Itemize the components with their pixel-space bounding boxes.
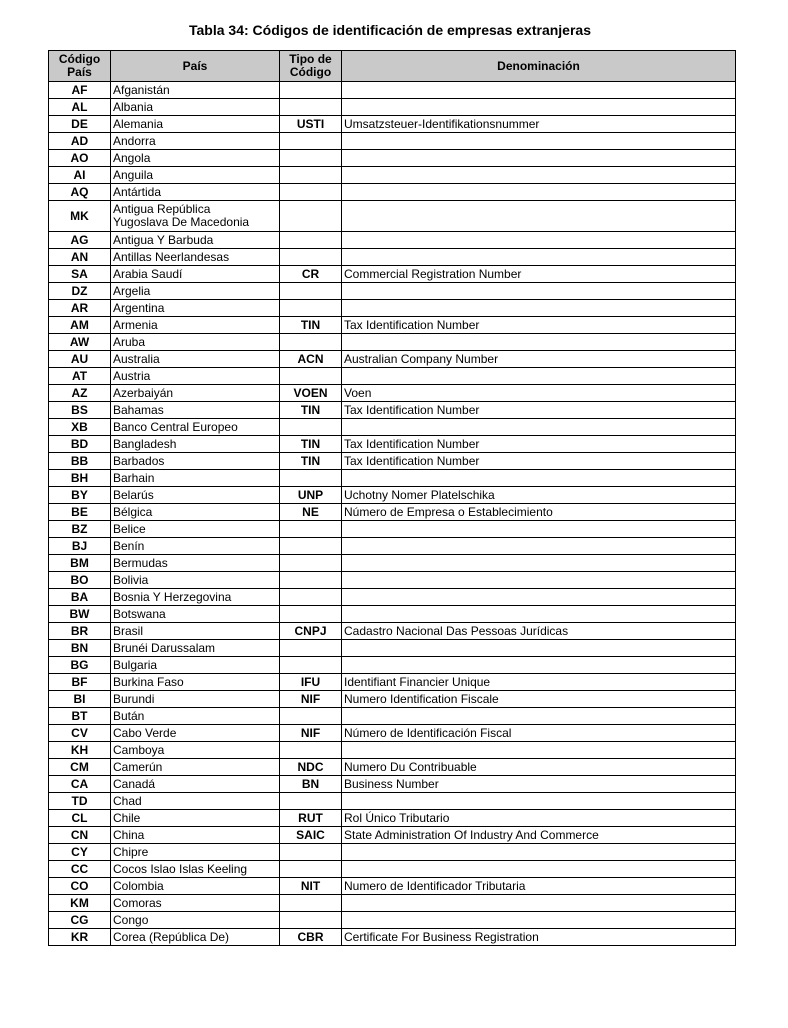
cell-denominacion — [342, 793, 736, 810]
table-row — [49, 555, 736, 572]
cell-codigo-pais: BM — [49, 555, 111, 572]
table-row — [49, 266, 736, 283]
table-row — [49, 334, 736, 351]
table-row — [49, 283, 736, 300]
cell-denominacion: Certificate For Business Registration — [342, 929, 736, 946]
cell-codigo-pais: CG — [49, 912, 111, 929]
cell-tipo-codigo — [280, 334, 342, 351]
cell-pais: Chipre — [111, 844, 280, 861]
cell-tipo-codigo — [280, 368, 342, 385]
cell-denominacion: Commercial Registration Number — [342, 266, 736, 283]
cell-codigo-pais: MK — [49, 201, 111, 232]
table-row — [49, 201, 736, 232]
cell-pais: Alemania — [111, 116, 280, 133]
cell-tipo-codigo — [280, 249, 342, 266]
cell-codigo-pais: XB — [49, 419, 111, 436]
table-row — [49, 912, 736, 929]
cell-tipo-codigo — [280, 793, 342, 810]
cell-pais: Austria — [111, 368, 280, 385]
cell-pais: Antillas Neerlandesas — [111, 249, 280, 266]
cell-codigo-pais: BH — [49, 470, 111, 487]
cell-denominacion: Australian Company Number — [342, 351, 736, 368]
cell-pais: Bélgica — [111, 504, 280, 521]
table-row — [49, 487, 736, 504]
cell-codigo-pais: BZ — [49, 521, 111, 538]
table-row — [49, 82, 736, 99]
cell-pais: Bulgaria — [111, 657, 280, 674]
cell-pais: Angola — [111, 150, 280, 167]
cell-tipo-codigo — [280, 99, 342, 116]
cell-denominacion — [342, 82, 736, 99]
table-row — [49, 232, 736, 249]
cell-denominacion: Business Number — [342, 776, 736, 793]
cell-denominacion — [342, 232, 736, 249]
header-row — [49, 51, 736, 82]
cell-denominacion — [342, 861, 736, 878]
cell-tipo-codigo — [280, 895, 342, 912]
cell-codigo-pais: CM — [49, 759, 111, 776]
cell-codigo-pais: CN — [49, 827, 111, 844]
cell-codigo-pais: AR — [49, 300, 111, 317]
cell-tipo-codigo: TIN — [280, 317, 342, 334]
cell-denominacion: Rol Único Tributario — [342, 810, 736, 827]
table-row — [49, 878, 736, 895]
cell-codigo-pais: BR — [49, 623, 111, 640]
cell-denominacion — [342, 184, 736, 201]
cell-pais: Congo — [111, 912, 280, 929]
cell-denominacion — [342, 657, 736, 674]
cell-denominacion — [342, 844, 736, 861]
table-row — [49, 351, 736, 368]
cell-pais: Comoras — [111, 895, 280, 912]
cell-denominacion — [342, 742, 736, 759]
cell-tipo-codigo: TIN — [280, 436, 342, 453]
table-row — [49, 606, 736, 623]
cell-denominacion — [342, 521, 736, 538]
cell-denominacion: Tax Identification Number — [342, 402, 736, 419]
cell-denominacion: Tax Identification Number — [342, 453, 736, 470]
cell-codigo-pais: BI — [49, 691, 111, 708]
table-row — [49, 116, 736, 133]
cell-pais-line1: Antigua República — [113, 202, 211, 216]
cell-denominacion: Numero de Identificador Tributaria — [342, 878, 736, 895]
cell-codigo-pais: AU — [49, 351, 111, 368]
cell-denominacion — [342, 368, 736, 385]
table-row — [49, 691, 736, 708]
cell-tipo-codigo — [280, 470, 342, 487]
cell-pais: China — [111, 827, 280, 844]
cell-tipo-codigo — [280, 419, 342, 436]
header-tipo-codigo — [280, 51, 342, 82]
table-row — [49, 759, 736, 776]
cell-codigo-pais: AG — [49, 232, 111, 249]
cell-tipo-codigo — [280, 538, 342, 555]
table-row — [49, 827, 736, 844]
table-row — [49, 419, 736, 436]
header-codigo-line1: Código — [58, 52, 101, 66]
cell-denominacion: Cadastro Nacional Das Pessoas Jurídicas — [342, 623, 736, 640]
cell-tipo-codigo — [280, 201, 342, 232]
table-row — [49, 895, 736, 912]
cell-codigo-pais: AO — [49, 150, 111, 167]
cell-codigo-pais: AD — [49, 133, 111, 150]
table-row — [49, 572, 736, 589]
table-row — [49, 470, 736, 487]
cell-denominacion: Tax Identification Number — [342, 436, 736, 453]
cell-denominacion — [342, 99, 736, 116]
table-row — [49, 861, 736, 878]
cell-pais: Colombia — [111, 878, 280, 895]
cell-codigo-pais: AL — [49, 99, 111, 116]
cell-pais: Bolivia — [111, 572, 280, 589]
cell-denominacion: Numero Identification Fiscale — [342, 691, 736, 708]
cell-denominacion — [342, 912, 736, 929]
cell-pais: Cabo Verde — [111, 725, 280, 742]
cell-codigo-pais: AM — [49, 317, 111, 334]
cell-codigo-pais: SA — [49, 266, 111, 283]
cell-codigo-pais: BD — [49, 436, 111, 453]
cell-pais: Camerún — [111, 759, 280, 776]
cell-denominacion: Número de Empresa o Establecimiento — [342, 504, 736, 521]
header-tipo-line1: Tipo de — [289, 52, 332, 66]
cell-pais: Aruba — [111, 334, 280, 351]
cell-pais: Belarús — [111, 487, 280, 504]
cell-denominacion — [342, 150, 736, 167]
table-body — [49, 82, 736, 946]
cell-denominacion — [342, 895, 736, 912]
cell-denominacion: Identifiant Financier Unique — [342, 674, 736, 691]
table-row — [49, 521, 736, 538]
cell-tipo-codigo — [280, 742, 342, 759]
cell-denominacion — [342, 606, 736, 623]
table-row — [49, 368, 736, 385]
cell-denominacion — [342, 572, 736, 589]
table-row — [49, 929, 736, 946]
cell-codigo-pais: CA — [49, 776, 111, 793]
cell-codigo-pais: BA — [49, 589, 111, 606]
cell-codigo-pais: KM — [49, 895, 111, 912]
cell-tipo-codigo — [280, 82, 342, 99]
cell-pais: Armenia — [111, 317, 280, 334]
cell-pais: Barhain — [111, 470, 280, 487]
cell-denominacion — [342, 708, 736, 725]
cell-codigo-pais: BY — [49, 487, 111, 504]
cell-tipo-codigo: CR — [280, 266, 342, 283]
cell-tipo-codigo: NIT — [280, 878, 342, 895]
cell-tipo-codigo — [280, 167, 342, 184]
page-title: Tabla 34: Códigos de identificación de empresas extranjeras — [189, 22, 591, 38]
table-row — [49, 436, 736, 453]
cell-denominacion — [342, 300, 736, 317]
cell-tipo-codigo: ACN — [280, 351, 342, 368]
cell-pais — [111, 201, 280, 232]
codes-table — [48, 50, 736, 946]
cell-pais: Burkina Faso — [111, 674, 280, 691]
cell-tipo-codigo — [280, 640, 342, 657]
cell-pais: Bermudas — [111, 555, 280, 572]
cell-pais: Argentina — [111, 300, 280, 317]
cell-denominacion: Número de Identificación Fiscal — [342, 725, 736, 742]
header-codigo-line2: País — [67, 65, 92, 79]
cell-codigo-pais: AF — [49, 82, 111, 99]
cell-codigo-pais: BO — [49, 572, 111, 589]
table-row — [49, 317, 736, 334]
cell-codigo-pais: BT — [49, 708, 111, 725]
cell-pais: Afganistán — [111, 82, 280, 99]
table-row — [49, 793, 736, 810]
cell-codigo-pais: CV — [49, 725, 111, 742]
cell-denominacion — [342, 419, 736, 436]
table-row — [49, 674, 736, 691]
cell-pais: Andorra — [111, 133, 280, 150]
cell-tipo-codigo: TIN — [280, 453, 342, 470]
cell-tipo-codigo: BN — [280, 776, 342, 793]
cell-pais: Albania — [111, 99, 280, 116]
cell-pais: Canadá — [111, 776, 280, 793]
cell-denominacion — [342, 201, 736, 232]
cell-codigo-pais: TD — [49, 793, 111, 810]
cell-tipo-codigo: NE — [280, 504, 342, 521]
cell-tipo-codigo: UNP — [280, 487, 342, 504]
cell-codigo-pais: BG — [49, 657, 111, 674]
cell-pais: Chad — [111, 793, 280, 810]
cell-pais: Banco Central Europeo — [111, 419, 280, 436]
cell-pais: Camboya — [111, 742, 280, 759]
cell-tipo-codigo — [280, 300, 342, 317]
cell-codigo-pais: BJ — [49, 538, 111, 555]
cell-codigo-pais: AQ — [49, 184, 111, 201]
header-pais: País — [111, 51, 280, 82]
cell-tipo-codigo: TIN — [280, 402, 342, 419]
table-row — [49, 657, 736, 674]
cell-tipo-codigo — [280, 283, 342, 300]
cell-pais-line2: Yugoslava De Macedonia — [113, 215, 250, 229]
cell-pais: Argelia — [111, 283, 280, 300]
cell-pais: Bután — [111, 708, 280, 725]
cell-denominacion — [342, 334, 736, 351]
cell-codigo-pais: CL — [49, 810, 111, 827]
cell-codigo-pais: DE — [49, 116, 111, 133]
cell-tipo-codigo — [280, 657, 342, 674]
cell-denominacion — [342, 249, 736, 266]
table-row — [49, 150, 736, 167]
table-row — [49, 133, 736, 150]
cell-denominacion: Umsatzsteuer-Identifikationsnummer — [342, 116, 736, 133]
table-row — [49, 725, 736, 742]
cell-denominacion — [342, 133, 736, 150]
cell-tipo-codigo: NDC — [280, 759, 342, 776]
cell-denominacion — [342, 167, 736, 184]
cell-pais: Antártida — [111, 184, 280, 201]
cell-tipo-codigo — [280, 184, 342, 201]
table-row — [49, 776, 736, 793]
table-row — [49, 708, 736, 725]
table-row — [49, 589, 736, 606]
table-row — [49, 623, 736, 640]
table-row — [49, 453, 736, 470]
cell-tipo-codigo — [280, 606, 342, 623]
cell-pais: Bahamas — [111, 402, 280, 419]
cell-denominacion: State Administration Of Industry And Commerce — [342, 827, 736, 844]
cell-pais: Cocos Islao Islas Keeling — [111, 861, 280, 878]
cell-codigo-pais: CO — [49, 878, 111, 895]
cell-tipo-codigo: RUT — [280, 810, 342, 827]
cell-pais: Belice — [111, 521, 280, 538]
cell-tipo-codigo: CNPJ — [280, 623, 342, 640]
cell-codigo-pais: BB — [49, 453, 111, 470]
table-row — [49, 385, 736, 402]
cell-denominacion — [342, 555, 736, 572]
cell-tipo-codigo — [280, 133, 342, 150]
cell-pais: Benín — [111, 538, 280, 555]
table-row — [49, 640, 736, 657]
cell-pais: Chile — [111, 810, 280, 827]
cell-denominacion — [342, 640, 736, 657]
table-row — [49, 402, 736, 419]
cell-tipo-codigo: NIF — [280, 725, 342, 742]
cell-pais: Bangladesh — [111, 436, 280, 453]
cell-tipo-codigo: USTI — [280, 116, 342, 133]
cell-tipo-codigo — [280, 844, 342, 861]
cell-pais: Brunéi Darussalam — [111, 640, 280, 657]
table-row — [49, 184, 736, 201]
cell-tipo-codigo: IFU — [280, 674, 342, 691]
cell-codigo-pais: BW — [49, 606, 111, 623]
cell-tipo-codigo: CBR — [280, 929, 342, 946]
table-row — [49, 249, 736, 266]
table-row — [49, 300, 736, 317]
table-row — [49, 167, 736, 184]
cell-codigo-pais: CC — [49, 861, 111, 878]
cell-tipo-codigo: NIF — [280, 691, 342, 708]
cell-codigo-pais: BF — [49, 674, 111, 691]
cell-codigo-pais: BN — [49, 640, 111, 657]
cell-codigo-pais: BS — [49, 402, 111, 419]
cell-tipo-codigo — [280, 589, 342, 606]
cell-codigo-pais: KR — [49, 929, 111, 946]
cell-pais: Anguila — [111, 167, 280, 184]
cell-pais: Australia — [111, 351, 280, 368]
cell-denominacion: Voen — [342, 385, 736, 402]
cell-denominacion — [342, 470, 736, 487]
cell-denominacion: Tax Identification Number — [342, 317, 736, 334]
cell-pais: Botswana — [111, 606, 280, 623]
header-denominacion: Denominación — [342, 51, 736, 82]
table-row — [49, 538, 736, 555]
cell-denominacion: Numero Du Contribuable — [342, 759, 736, 776]
cell-pais: Barbados — [111, 453, 280, 470]
cell-pais: Antigua Y Barbuda — [111, 232, 280, 249]
cell-tipo-codigo: VOEN — [280, 385, 342, 402]
cell-codigo-pais: AT — [49, 368, 111, 385]
cell-tipo-codigo — [280, 232, 342, 249]
cell-tipo-codigo — [280, 572, 342, 589]
cell-tipo-codigo — [280, 150, 342, 167]
cell-denominacion — [342, 589, 736, 606]
table-row — [49, 504, 736, 521]
cell-tipo-codigo — [280, 861, 342, 878]
cell-pais: Bosnia Y Herzegovina — [111, 589, 280, 606]
cell-pais: Azerbaiyán — [111, 385, 280, 402]
cell-codigo-pais: BE — [49, 504, 111, 521]
cell-tipo-codigo — [280, 912, 342, 929]
cell-tipo-codigo — [280, 521, 342, 538]
cell-tipo-codigo: SAIC — [280, 827, 342, 844]
header-tipo-line2: Código — [289, 65, 332, 79]
cell-denominacion — [342, 538, 736, 555]
cell-pais: Burundi — [111, 691, 280, 708]
cell-codigo-pais: AW — [49, 334, 111, 351]
cell-pais: Corea (República De) — [111, 929, 280, 946]
cell-codigo-pais: CY — [49, 844, 111, 861]
cell-codigo-pais: AI — [49, 167, 111, 184]
table-row — [49, 742, 736, 759]
cell-denominacion: Uchotny Nomer Platelschika — [342, 487, 736, 504]
cell-pais: Brasil — [111, 623, 280, 640]
cell-pais: Arabia Saudí — [111, 266, 280, 283]
cell-denominacion — [342, 283, 736, 300]
header-codigo-pais — [49, 51, 111, 82]
cell-codigo-pais: AZ — [49, 385, 111, 402]
cell-codigo-pais: KH — [49, 742, 111, 759]
table-row — [49, 844, 736, 861]
cell-tipo-codigo — [280, 708, 342, 725]
table-row — [49, 99, 736, 116]
cell-codigo-pais: DZ — [49, 283, 111, 300]
cell-tipo-codigo — [280, 555, 342, 572]
cell-codigo-pais: AN — [49, 249, 111, 266]
table-row — [49, 810, 736, 827]
